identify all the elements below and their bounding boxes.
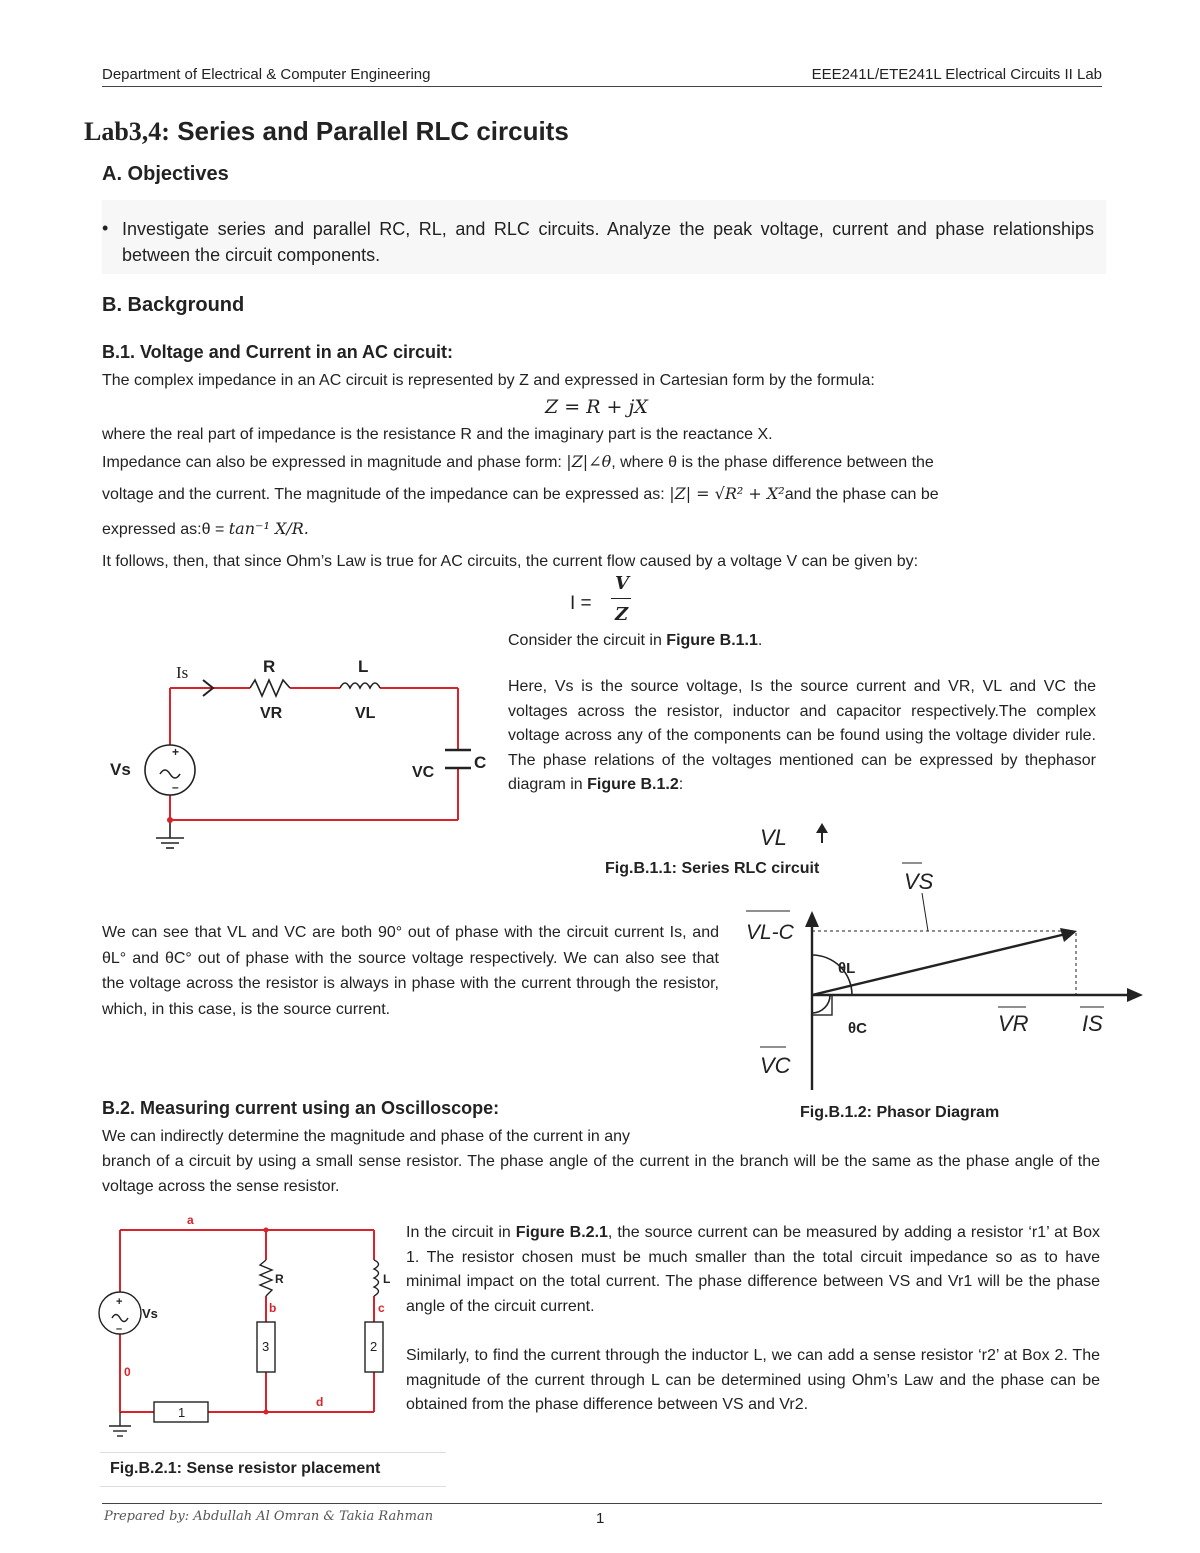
svg-text:–: – xyxy=(172,780,179,794)
box2-label: 2 xyxy=(370,1339,378,1354)
l2-label: L xyxy=(383,1272,391,1286)
b2-line2: branch of a circuit by using a small sense resistor. The phase angle of the current in the branch will be the same as the phase angle of the voltage across the sense resistor. xyxy=(102,1153,1100,1195)
objectives-bullet: Investigate series and parallel RC, RL, and RLC circuits. Analyze the peak voltage, current and phase relationships between the circuit components. xyxy=(122,219,1094,265)
b2-line1: We can indirectly determine the magnitude and phase of the current in any xyxy=(102,1128,631,1145)
ohms-law-den: Z xyxy=(615,604,629,625)
background-heading: B. Background xyxy=(102,294,245,316)
here-paragraph: Here, Vs is the source voltage, Is the source current and VR, VL and VC the voltages across the resistor, inductor and capacitor respectively.The complex voltage across any of the components can be found using the voltage divider rule. The phase relations of the voltages mentioned can be expressed by thephasor diagram in Figure B.1.2: xyxy=(508,678,1096,793)
header-course: EEE241L/ETE241L Electrical Circuits II Lab xyxy=(811,66,1102,83)
phasor-vl: VL xyxy=(760,825,787,850)
fig-b21-caption: Fig.B.2.1: Sense resistor placement xyxy=(110,1460,381,1477)
series-rlc-circuit xyxy=(100,650,500,860)
box1-label: 1 xyxy=(178,1405,186,1420)
vc-label: VC xyxy=(412,764,435,781)
box3-label: 3 xyxy=(262,1339,270,1354)
vs-label: Vs xyxy=(110,760,131,779)
vs2-label: Vs xyxy=(142,1306,158,1321)
objectives-heading: A. Objectives xyxy=(102,163,229,185)
title-text: Series and Parallel RLC circuits xyxy=(169,116,569,146)
ohms-law-num: V xyxy=(615,573,629,594)
node-d-label: d xyxy=(316,1395,324,1409)
ohms-law-lhs: I = xyxy=(570,593,592,614)
phasor-is: IS xyxy=(1082,1011,1103,1036)
node-c-label: c xyxy=(378,1301,385,1315)
page-title xyxy=(84,116,569,147)
page-number: 1 xyxy=(596,1510,605,1527)
svg-text:+: + xyxy=(172,745,180,759)
vl-label: VL xyxy=(355,705,376,722)
footer-rule xyxy=(102,1503,1102,1504)
svg-text:+: + xyxy=(116,1296,123,1308)
prepared-by: Prepared by: Abdullah Al Omran & Takia Rahman xyxy=(104,1509,434,1524)
fig-b12-caption: Fig.B.1.2: Phasor Diagram xyxy=(800,1104,1000,1121)
inductor-l-icon xyxy=(340,683,380,688)
phasor-vc: VC xyxy=(760,1053,791,1078)
inductor-l-icon xyxy=(374,1260,379,1296)
vr-label: VR xyxy=(260,705,283,722)
r2-label: R xyxy=(275,1272,284,1286)
resistor-r-icon xyxy=(250,680,290,696)
b1-line6: It follows, then, that since Ohm’s Law is true for AC circuits, the current flow caused by a voltage V can be given by: xyxy=(102,553,919,570)
b1-line1: The complex impedance in an AC circuit is represented by Z and expressed in Cartesian form by the formula: xyxy=(102,372,875,389)
fig-b21-divider-bottom xyxy=(100,1486,446,1487)
header-rule xyxy=(102,86,1102,87)
svg-text:–: – xyxy=(116,1323,123,1335)
fig-b21-divider xyxy=(100,1452,446,1453)
bullet-icon: • xyxy=(102,218,109,238)
phase-paragraph: We can see that VL and VC are both 90° out of phase with the circuit current Is, and θL° and θC° out of phase with the source voltage respectively. We can also see that the voltage across the resistor is always in phase with the current through the resistor, which, in this case, is the source current. xyxy=(102,924,719,1018)
sense-resistor-circuit xyxy=(92,1212,412,1452)
magnitude-formula: |Z| = √R² + X² xyxy=(669,484,785,503)
node-a-label: a xyxy=(187,1213,194,1227)
phasor-vlc: VL-C xyxy=(746,921,794,944)
consider-text: Consider the circuit in Figure B.1.1. xyxy=(508,632,763,649)
phasor-diagram xyxy=(740,815,1160,1105)
b1-heading: B.1. Voltage and Current in an AC circuit: xyxy=(102,342,454,362)
resistor-r-icon xyxy=(260,1260,272,1296)
r-label: R xyxy=(263,657,276,676)
b2-para2: Similarly, to find the current through the inductor L, we can add a sense resistor ‘r2’ at Box 2. The magnitude of the current through L can be determined using Ohm’s Law and the phase can be obtained from the phase difference between VS and Vr2. xyxy=(406,1347,1100,1413)
b1-line5: expressed as:θ = tan⁻¹ X/R. xyxy=(102,519,309,538)
phasor-vs: VS xyxy=(904,869,934,894)
header-department: Department of Electrical & Computer Engineering xyxy=(102,66,431,83)
b2-para1: In the circuit in Figure B.2.1, the source current can be measured by adding a resistor ‘r1’ at Box 1. The resistor chosen must be much smaller than the total circuit impedance so as to have minimal impact on the total current. The phase difference between VS and Vr1 will be the phase angle of the circuit current. xyxy=(406,1224,1101,1315)
impedance-equation: Z = R + jX xyxy=(545,396,648,418)
title-prefix: Lab3,4: xyxy=(84,117,170,146)
polar-form: |Z|∠θ xyxy=(566,452,612,471)
b1-line3: Impedance can also be expressed in magnitude and phase form: |Z|∠θ, where θ is the phase difference between the xyxy=(102,452,934,471)
phase-formula: tan⁻¹ X/R. xyxy=(228,519,309,538)
phasor-theta-l: θL xyxy=(838,960,856,977)
fig-b11-caption: Fig.B.1.1: Series RLC circuit xyxy=(605,860,820,877)
b2-heading: B.2. Measuring current using an Oscilloscope: xyxy=(102,1098,500,1118)
b1-line4: voltage and the current. The magnitude of the impedance can be expressed as: |Z| = √R² + X²and the phase can be xyxy=(102,484,939,503)
fraction-bar xyxy=(611,598,631,599)
b1-line2: where the real part of impedance is the resistance R and the imaginary part is the reactance X. xyxy=(102,426,773,443)
node-b-label: b xyxy=(269,1301,277,1315)
c-label: C xyxy=(474,753,487,772)
phasor-vr: VR xyxy=(998,1011,1029,1036)
l-label: L xyxy=(358,657,369,676)
phasor-theta-c: θC xyxy=(848,1020,867,1037)
is-label: Is xyxy=(176,663,189,682)
node-0-label: 0 xyxy=(124,1365,131,1379)
